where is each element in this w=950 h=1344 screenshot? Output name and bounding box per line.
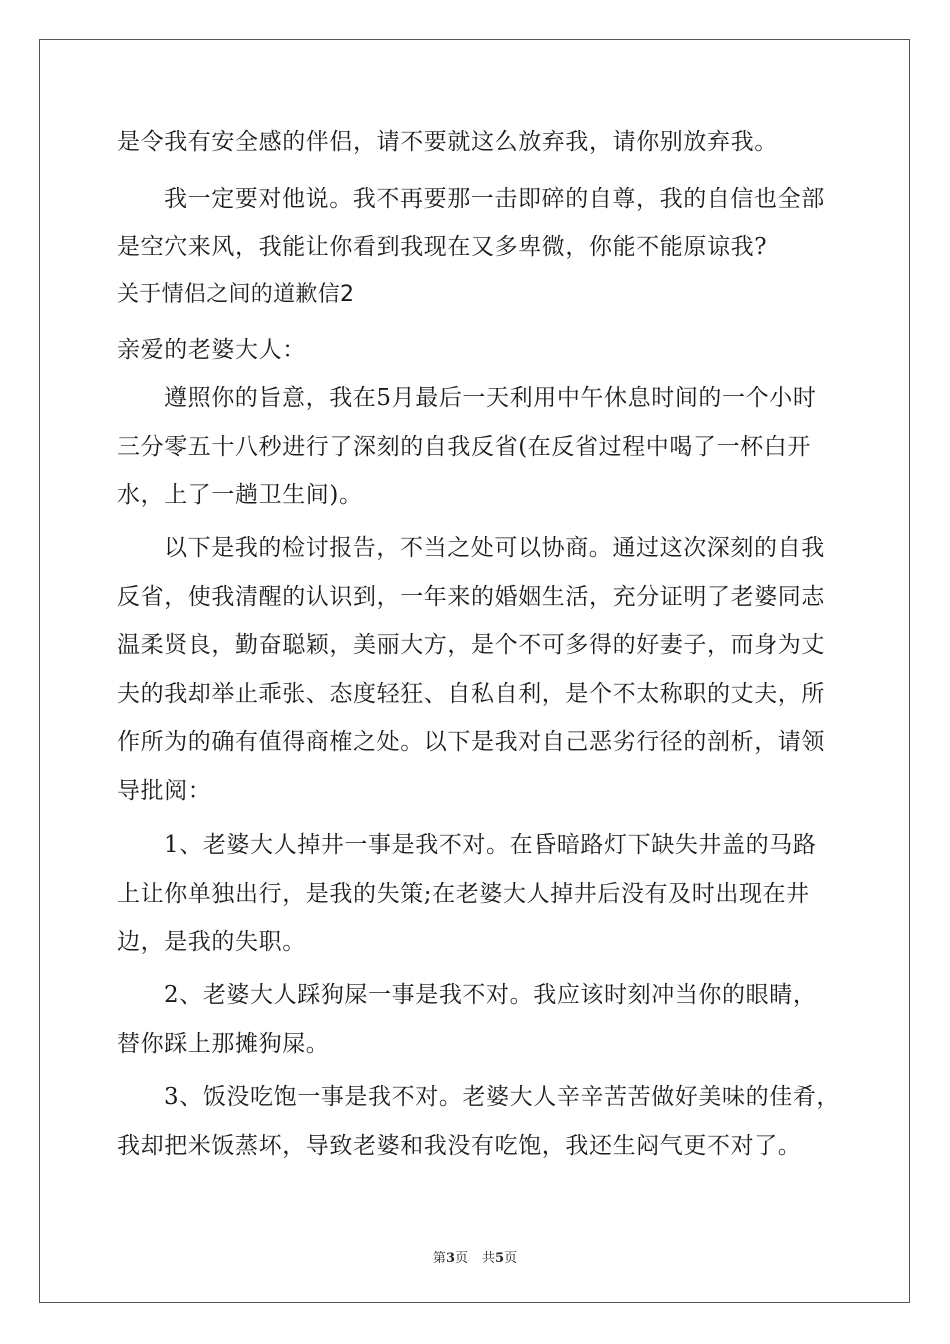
paragraph-line: 我一定要对他说。我不再要那一击即碎的自尊，我的自信也全部 — [164, 186, 825, 212]
paragraph-line: 三分零五十八秒进行了深刻的自我反省(在反省过程中喝了一杯白开 — [117, 434, 811, 460]
paragraph-line: 边，是我的失职。 — [117, 929, 306, 955]
page-frame — [39, 39, 910, 1303]
page-prefix: 第 — [432, 1251, 446, 1266]
paragraph-line: 我却把米饭蒸坏，导致老婆和我没有吃饱，我还生闷气更不对了。 — [117, 1133, 802, 1159]
page-footer — [0, 1247, 950, 1266]
paragraph-line: 夫的我却举止乖张、态度轻狂、自私自利，是个不太称职的丈夫，所 — [117, 681, 825, 707]
salutation: 亲爱的老婆大人： — [117, 337, 306, 363]
paragraph-line: 3、饭没吃饱一事是我不对。老婆大人辛辛苦苦做好美味的佳肴， — [164, 1084, 841, 1110]
paragraph-line: 反省，使我清醒的认识到，一年来的婚姻生活，充分证明了老婆同志 — [117, 584, 825, 610]
page-suffix: 页 — [454, 1251, 468, 1266]
current-page-number: 3 — [445, 1251, 455, 1266]
paragraph-line: 替你踩上那摊狗屎。 — [117, 1031, 330, 1057]
paragraph-line: 1、老婆大人掉井一事是我不对。在昏暗路灯下缺失井盖的马路 — [164, 832, 817, 858]
paragraph-line: 温柔贤良，勤奋聪颖，美丽大方，是个不可多得的好妻子，而身为丈 — [117, 632, 825, 658]
paragraph-line: 遵照你的旨意，我在5月最后一天利用中午休息时间的一个小时 — [164, 385, 817, 411]
total-suffix: 页 — [504, 1251, 518, 1266]
paragraph-line: 上让你单独出行，是我的失策;在老婆大人掉井后没有及时出现在井 — [117, 881, 810, 907]
paragraph-line: 以下是我的检讨报告，不当之处可以协商。通过这次深刻的自我 — [164, 535, 825, 561]
paragraph-line: 导批阅： — [117, 778, 212, 804]
paragraph-line: 2、老婆大人踩狗屎一事是我不对。我应该时刻冲当你的眼睛， — [164, 982, 817, 1008]
paragraph-line: 作所为的确有值得商榷之处。以下是我对自己恶劣行径的剖析，请领 — [117, 729, 825, 755]
total-page-number: 5 — [495, 1251, 505, 1266]
paragraph-line: 是空穴来风，我能让你看到我现在又多卑微，你能不能原谅我? — [117, 234, 768, 260]
total-prefix: 共 — [482, 1251, 496, 1266]
paragraph-line: 是令我有安全感的伴侣，请不要就这么放弃我，请你别放弃我。 — [117, 129, 778, 155]
section-heading: 关于情侣之间的道歉信2 — [117, 282, 355, 307]
paragraph-line: 水，上了一趟卫生间)。 — [117, 482, 363, 508]
